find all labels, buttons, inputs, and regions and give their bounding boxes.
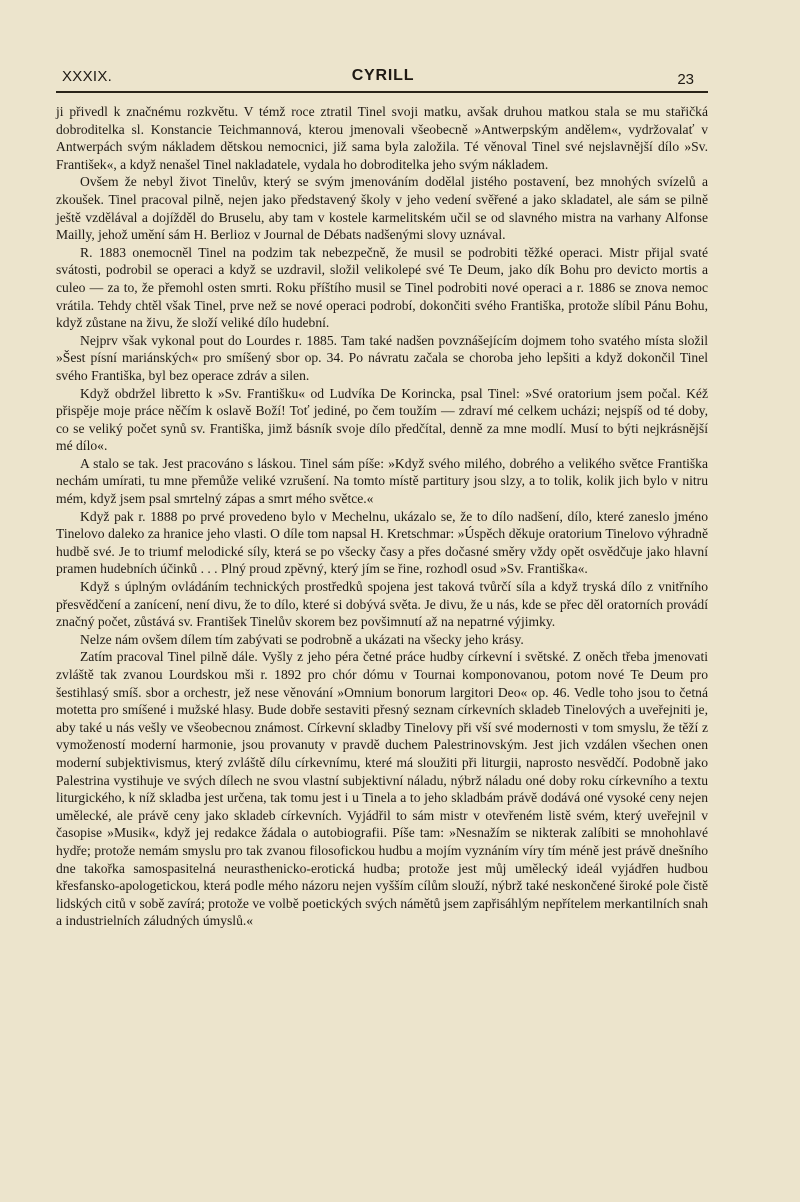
- paragraph: Když s úplným ovládáním technických prostředků spojena jest taková tvůrčí síla a když tryská dílo z vnitřního přesvědčení a zanícení, není divu, že to dílo, které si dobývá světa. Je divu, že u nás, kde se přec děl oratorních provádí značný počet, zůstává sv. František Tinelův skorem bez povšimnutí až na nepatrné výjimky.: [56, 579, 708, 630]
- running-header: [58, 66, 708, 88]
- paragraph: ji přivedl k značnému rozkvětu. V témž roce ztratil Tinel svoji matku, avšak druhou matkou stala se mu stařičká dobroditelka sl. Konstancie Teichmannová, kterou jmenovali všeobecně »Antwerpským andělem«, vydržovalať v Antwerpách svým nákladem dětskou nemocnici, již sama byla založila. Té věnoval Tinel své nejslavnější dílo »Sv. František«, a když nenašel Tinel nakladatele, vydala ho dobroditelka jeho svým nákladem.: [56, 104, 708, 172]
- header-rule: [56, 91, 708, 93]
- paragraph: R. 1883 onemocněl Tinel na podzim tak nebezpečně, že musil se podrobiti těžké operaci. Mistr přijal svaté svátosti, podrobil se operaci a když se uzdravil, složil velikolepé své Te Deum, jako dík Bohu pro devicto mortis a culeo — za to, že přemohl osten smrti. Roku příštího musil se Tinel podrobiti nové operaci a r. 1886 se znova nemoc vrátila. Tehdy chtěl však Tinel, prve než se nové operaci podrobí, dokončiti svého Františka, protože slíbil Pánu Bohu, když zůstane na živu, že složí veliké dílo hudební.: [56, 244, 708, 331]
- paragraph: A stalo se tak. Jest pracováno s láskou. Tinel sám píše: »Když svého milého, dobrého a velikého světce Františka nechám umírati, tu mne přemůže veliké vzrušení. Na tomto místě partitury jsou slzy, a to tolik, kolik jich bylo v nitru mém, když jsem psal smrtelný zápas a smrt mého světce.«: [56, 455, 708, 507]
- chapter-number: XXXIX.: [62, 68, 113, 85]
- paragraph: Zatím pracoval Tinel pilně dále. Vyšly z jeho péra četné práce hudby církevní i světské. Z oněch třeba jmenovati zvláště tak zvanou Lourdskou mši r. 1892 pro chór dómu v Tournai komponovanou, potom nové Te Deum pro šestihlasý smíš. sbor a orchestr, jež nese věnování »Omnium bonorum largitori Deo« op. 46. Vedle toho jsou to četná motetta pro smíšené i mužské hlasy. Bude dobře sestaviti přesný seznam církevních skladeb Tinelových a uveřejniti je, aby také u nás vešly ve všeobecnou známost. Církevní skladby Tinelovy při vší své modernosti v tom smyslu, že těží z vymožeností moderní harmonie, jsou provanuty v pravdě duchem Palestrinovským. Jest jich vzdálen všechen onen moderní subjektivismus, který zvláště dílu církevnímu, které má sloužiti při liturgii, naprosto nesvědčí. Podobně jako Palestrina vystihuje ve svých dílech ne svou vlastní subjektivní náladu, nýbrž náladu oné doby roku církevního a textu liturgického, k níž skladba jest určena, tak tomu jest i u Tinela a to jeho skladbám právě dodává oné vysoké ceny nejen umělecké, ale právě ceny jako skladeb církevních. Vyjádřil to sám mistr v otevřeném listě svém, který uveřejnil v časopise »Musik«, když jej redakce žádala o autobiografii. Píše tam: »Nesnažím se nikterak zalíbiti se mnohohlavé hydře; protože nemám smyslu pro tak zvanou filosofickou hudbu a mojím vyznáním víry tím méně jest právě dnešního dne takořka samospasitelná neurasthenicko-erotická hudba; protože jest můj umělecký ideál vyjádřen hudbou křesfansko-apologetickou, která podle mého názoru nejen vyšším cílům slouží, nýbrž také neskončené široké pole čistě lidských citů v sobě zavírá; protože ve volbě poetických svých námětů jsem zapřisáhlým nepřítelem merkantilních snah a industrielních záludných úmyslů.«: [56, 649, 708, 929]
- book-page: [56, 0, 708, 1202]
- paragraph: Nelze nám ovšem dílem tím zabývati se podrobně a ukázati na všecky jeho krásy.: [80, 631, 524, 647]
- running-title: CYRILL: [351, 67, 415, 84]
- paragraph: Když obdržel libretto k »Sv. Františku« od Ludvíka De Korincka, psal Tinel: »Své oratorium jsem počal. Kéž přispěje moje práce něčím k oslavě Boží! Toť jediné, po čem toužím — zdraví mé celkem ucházi; nejspíš od té doby, co se veliký počet synů sv. Františka, jimž básník svoje dílo předčítal, denně za mne modlí. Musí to býti nejkrásnější mé dílo«.: [56, 385, 708, 454]
- paragraph: Když pak r. 1888 po prvé provedeno bylo v Mechelnu, ukázalo se, že to dílo nadšení, dílo, které zaneslo jméno Tinelovo daleko za hranice jeho vlasti. O díle tom napsal H. Kretschmar: »Úspěch děkuje oratorium Tinelovo výhradně hudbě své. Je to triumf melodické síly, která se po všecky časy a přes dočasné směry vždy opět osvědčuje jako hlavní pramen hudebních účinků . . . Plný proud zpěvný, který jím se řine, rozhodl osud »Sv. Františka«.: [56, 508, 708, 577]
- paragraph: Ovšem že nebyl život Tinelův, který se svým jmenováním dodělal jistého postavení, bez mnohých svízelů a zkoušek. Tinel pracoval pilně, nejen jako představený školy v jeho vedení svěřené a jako skladatel, ale sám se pilně ještě vzdělával a dojížděl do Bruselu, aby tam v kostele karmelitském učil se od slavného mistra na varhany Alfonse Mailly, jehož umění sám H. Berlioz v Journal de Débats nadšenými slovy uznával.: [56, 174, 708, 243]
- paragraph: Nejprv však vykonal pout do Lourdes r. 1885. Tam také nadšen povznášejícím dojmem toho svatého místa složil »Šest písní mariánských« pro smíšený sbor op. 34. Po návratu začala se choroba jeho lepšiti a když dokončil Tinel svého Františka, byl bez operace zdráv a silen.: [56, 332, 708, 383]
- body-text: [56, 103, 708, 930]
- page-number: 23: [677, 71, 694, 88]
